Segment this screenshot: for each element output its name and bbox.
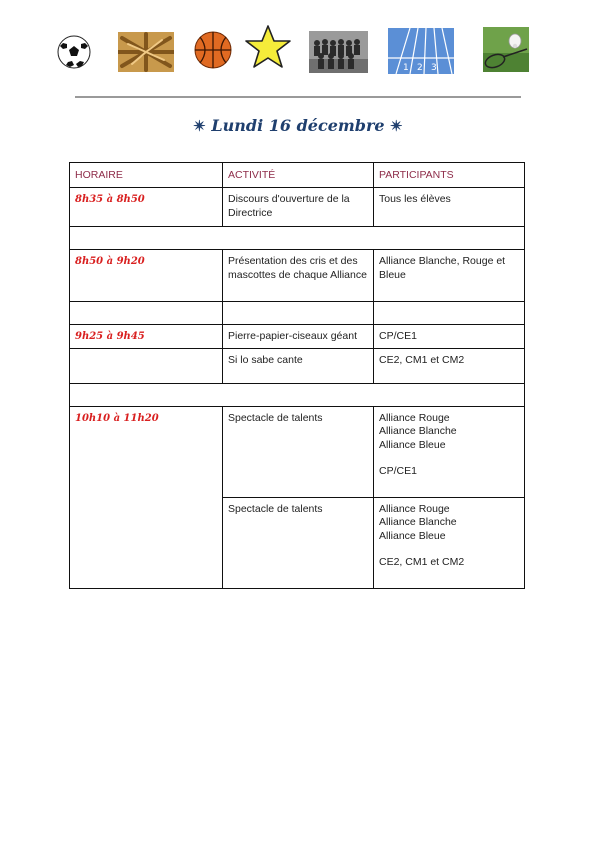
activity-cell: Pierre-papier-ciseaux géant bbox=[223, 325, 374, 349]
participant-group: CP/CE1 bbox=[379, 465, 417, 477]
basketball-icon bbox=[194, 31, 232, 69]
team-photo-icon bbox=[309, 31, 368, 73]
participant-line: Alliance Bleue bbox=[379, 529, 446, 542]
activity-cell: Spectacle de talents bbox=[223, 497, 374, 588]
star-icon bbox=[244, 24, 292, 70]
svg-text:3: 3 bbox=[431, 63, 437, 73]
team-hands-icon bbox=[118, 32, 174, 72]
time-cell: 10h10 à 11h20 bbox=[70, 406, 223, 588]
table-header-row bbox=[70, 163, 525, 188]
participants-cell bbox=[374, 406, 525, 497]
running-track-icon bbox=[388, 28, 454, 74]
spacer-cell bbox=[223, 302, 374, 325]
spacer-cell bbox=[374, 302, 525, 325]
time-cell bbox=[70, 348, 223, 383]
badminton-icon bbox=[483, 27, 529, 72]
header-activite: ACTIVITÉ bbox=[223, 163, 374, 188]
participant-group: CE2, CM1 et CM2 bbox=[379, 556, 465, 568]
title-text: Lundi 16 décembre bbox=[211, 116, 385, 135]
participant-line: Alliance Rouge bbox=[379, 411, 450, 424]
activity-cell: Présentation des cris et des mascottes de chaque Alliance bbox=[223, 250, 374, 302]
line-gap bbox=[379, 452, 519, 465]
table-row bbox=[70, 406, 525, 497]
svg-text:1: 1 bbox=[403, 63, 409, 73]
table-row bbox=[70, 250, 525, 302]
time-cell: 8h35 à 8h50 bbox=[70, 188, 223, 227]
time-cell: 9h25 à 9h45 bbox=[70, 325, 223, 349]
spacer-cell bbox=[70, 383, 525, 406]
activity-cell: Spectacle de talents bbox=[223, 406, 374, 497]
spacer-row bbox=[70, 383, 525, 406]
participant-line: Alliance Blanche bbox=[379, 516, 457, 528]
line-gap bbox=[379, 543, 519, 556]
table-row bbox=[70, 188, 525, 227]
spacer-cell bbox=[70, 302, 223, 325]
spacer-row bbox=[70, 302, 525, 325]
page-title bbox=[0, 116, 596, 135]
soccer-ball-icon bbox=[57, 35, 91, 69]
spacer-cell bbox=[70, 227, 525, 250]
schedule-table bbox=[69, 162, 525, 589]
spacer-row bbox=[70, 227, 525, 250]
svg-text:2: 2 bbox=[417, 63, 423, 73]
time-cell: 8h50 à 9h20 bbox=[70, 250, 223, 302]
activity-cell: Si lo sabe cante bbox=[223, 348, 374, 383]
header-horaire: HORAIRE bbox=[70, 163, 223, 188]
participants-cell: Tous les élèves bbox=[374, 188, 525, 227]
activity-cell: Discours d'ouverture de la Directrice bbox=[223, 188, 374, 227]
participant-line: Alliance Bleue bbox=[379, 438, 446, 451]
table-row bbox=[70, 325, 525, 349]
title-star-left-icon: ✴ bbox=[193, 117, 206, 135]
participants-cell: CP/CE1 bbox=[374, 325, 525, 349]
table-row bbox=[70, 348, 525, 383]
participants-cell: CE2, CM1 et CM2 bbox=[374, 348, 525, 383]
participant-line: Alliance Rouge bbox=[379, 502, 450, 515]
horizontal-divider bbox=[75, 96, 521, 98]
sports-icon-strip bbox=[0, 0, 596, 90]
title-star-right-icon: ✴ bbox=[390, 117, 403, 135]
participant-line: Alliance Blanche bbox=[379, 425, 457, 437]
participants-cell bbox=[374, 497, 525, 588]
header-participants: PARTICIPANTS bbox=[374, 163, 525, 188]
participants-cell: Alliance Blanche, Rouge et Bleue bbox=[374, 250, 525, 302]
